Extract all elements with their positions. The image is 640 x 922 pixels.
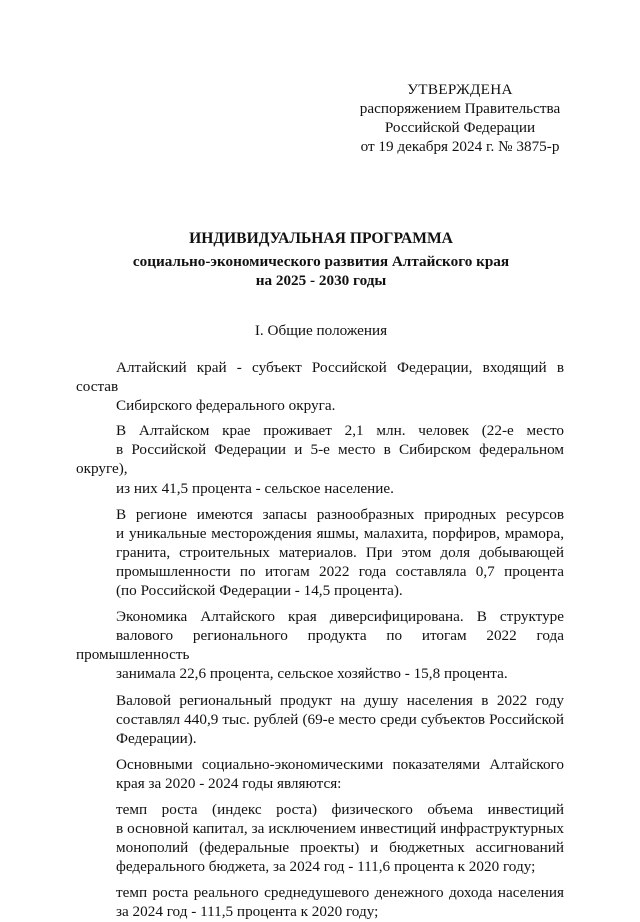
approval-label: УТВЕРЖДЕНА: [407, 81, 513, 98]
paragraph-line: В Алтайском крае проживает 2,1 млн. человек (22-е место: [116, 422, 564, 440]
paragraph-line: Федерации).: [116, 729, 197, 747]
paragraph: [76, 421, 564, 497]
paragraph-line: темп роста реального среднедушевого денежного дохода населения: [116, 884, 564, 902]
paragraph-line: гранита, строительных материалов. При этом доля добывающей: [116, 543, 564, 561]
paragraph-line: федерального бюджета, за 2024 год - 111,6 процента к 2020 году;: [116, 858, 536, 876]
approval-authority: распоряжением Правительства: [359, 100, 561, 117]
paragraph: [76, 358, 564, 415]
paragraph: [76, 607, 564, 683]
paragraph-line: В регионе имеются запасы разнообразных природных ресурсов: [116, 505, 564, 523]
paragraph-line: в Российской Федерации и 5-е место в Сибирском федеральном округе),: [76, 441, 564, 478]
paragraph-line: из них 41,5 процента - сельское население.: [116, 479, 394, 497]
document-subtitle: [60, 252, 582, 290]
paragraph-line: промышленности по итогам 2022 года составляла 0,7 процента: [116, 562, 564, 580]
paragraph-line: монополий (федеральные проекты) и бюджетных ассигнований: [116, 839, 564, 857]
paragraph-line: валового регионального продукта по итогам 2022 года промышленность: [76, 627, 564, 664]
paragraph-line: занимала 22,6 процента, сельское хозяйство - 15,8 процента.: [116, 665, 508, 683]
paragraph: [76, 800, 564, 876]
document-title: ИНДИВИДУАЛЬНАЯ ПРОГРАММА: [189, 230, 453, 247]
paragraph-line: составлял 440,9 тыс. рублей (69-е место среди субъектов Российской: [116, 710, 564, 728]
approval-date-number: от 19 декабря 2024 г. № 3875-р: [360, 138, 560, 155]
section-heading: I. Общие положения: [254, 322, 388, 339]
paragraph-line: Алтайский край - субъект Российской Федерации, входящий в состав: [76, 359, 564, 396]
paragraph-line: темп роста (индекс роста) физического объема инвестиций: [116, 800, 564, 818]
paragraph: [76, 691, 564, 748]
paragraph-line: (по Российской Федерации - 14,5 процента).: [116, 582, 403, 600]
approval-government: Российской Федерации: [384, 119, 536, 136]
paragraph-line: Основными социально-экономическими показателями Алтайского: [116, 755, 564, 773]
paragraph: [76, 883, 564, 921]
paragraph-line: Валовой региональный продукт на душу населения в 2022 году: [116, 691, 564, 709]
paragraph: [76, 755, 564, 793]
paragraph-line: края за 2020 - 2024 годы являются:: [116, 774, 342, 792]
paragraph-line: Экономика Алтайского края диверсифицирована. В структуре: [116, 608, 564, 626]
paragraph-line: Сибирского федерального округа.: [116, 397, 336, 415]
paragraph-line: и уникальные месторождения яшмы, малахита, порфиров, мрамора,: [116, 524, 564, 542]
paragraph-line: за 2024 год - 111,5 процента к 2020 году;: [116, 903, 379, 921]
approval-stamp: [330, 80, 590, 156]
paragraph-line: в основной капитал, за исключением инвестиций инфраструктурных: [116, 820, 564, 838]
paragraph: [76, 505, 564, 600]
document-body: [76, 358, 564, 922]
subtitle-line-1: социально-экономического развития Алтайского края: [132, 253, 510, 270]
subtitle-line-2: на 2025 - 2030 годы: [255, 272, 387, 289]
